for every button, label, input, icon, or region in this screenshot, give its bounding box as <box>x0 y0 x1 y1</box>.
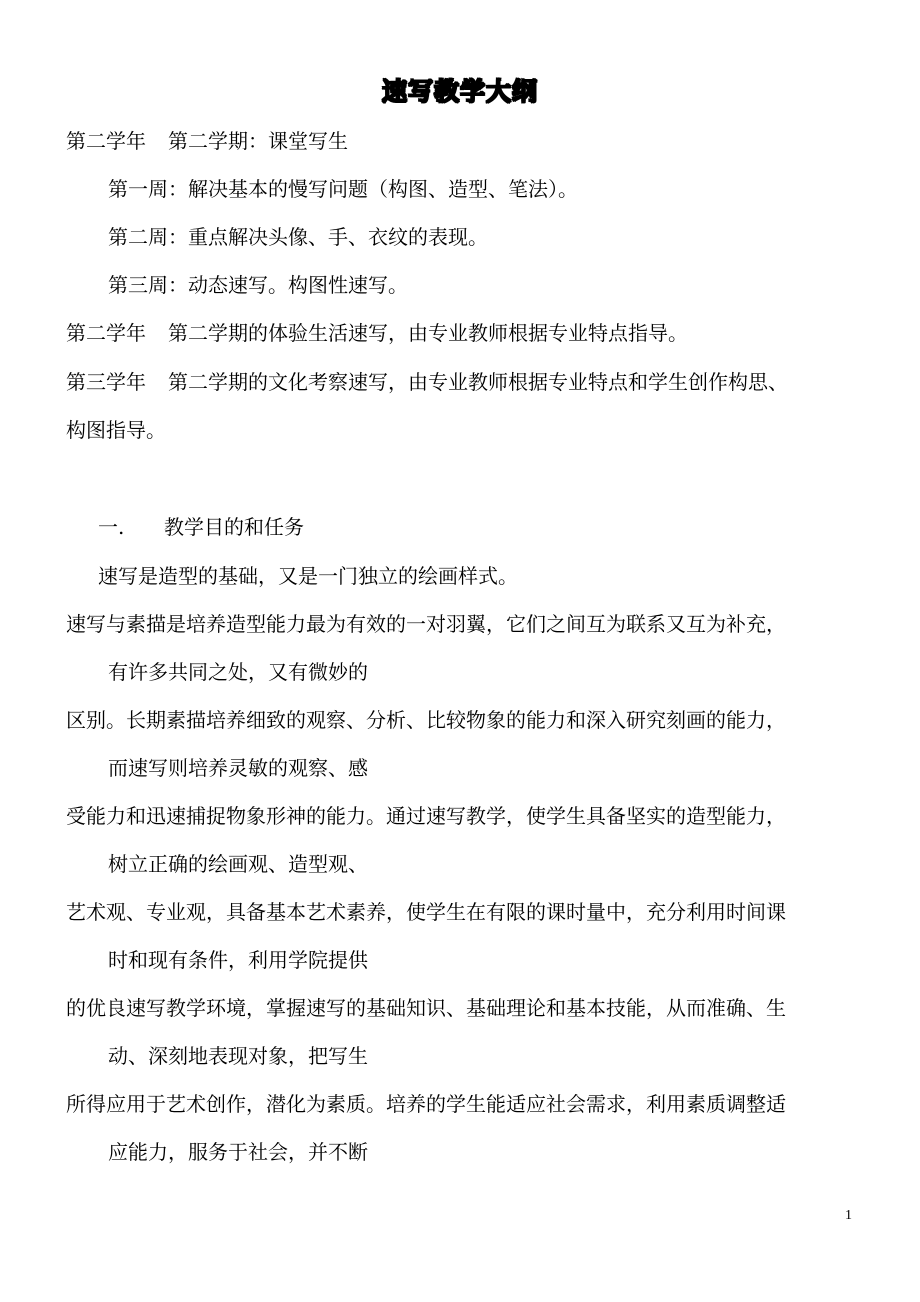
paragraph-line: 有许多共同之处，又有微妙的 <box>108 660 368 684</box>
schedule-year-label: 第二学年 <box>66 321 146 345</box>
schedule-text: 第二学期的文化考察速写，由专业教师根据专业特点和学生创作构思、 <box>168 370 788 394</box>
section-heading <box>98 514 304 540</box>
section-number: 一. <box>98 515 125 539</box>
paragraph-line: 速写与素描是培养造型能力最为有效的一对羽翼，它们之间互为联系又互为补充， <box>66 612 786 636</box>
schedule-year-label: 第二学年 <box>66 129 146 153</box>
schedule-line-3-continued: 构图指导。 <box>66 418 166 442</box>
week-1-line: 第一周：解决基本的慢写问题（构图、造型、笔法）。 <box>108 177 578 201</box>
paragraph-line: 应能力，服务于社会，并不断 <box>108 1140 368 1164</box>
page-number: 1 <box>845 1208 852 1223</box>
paragraph-line: 动、深刻地表现对象，把写生 <box>108 1044 368 1068</box>
paragraph-line: 时和现有条件，利用学院提供 <box>108 948 368 972</box>
paragraph-line: 的优良速写教学环境，掌握速写的基础知识、基础理论和基本技能，从而准确、生 <box>66 996 786 1020</box>
paragraph-line: 而速写则培养灵敏的观察、感 <box>108 756 368 780</box>
schedule-line-1 <box>66 128 348 154</box>
schedule-text: 第二学期的体验生活速写，由专业教师根据专业特点指导。 <box>168 321 688 345</box>
paragraph-line: 受能力和迅速捕捉物象形神的能力。通过速写教学，使学生具备坚实的造型能力， <box>66 804 786 828</box>
schedule-term-text: 第二学期：课堂写生 <box>168 129 348 153</box>
section-title: 教学目的和任务 <box>164 515 304 539</box>
paragraph-line: 树立正确的绘画观、造型观、 <box>108 852 368 876</box>
week-3-line: 第三周：动态速写。构图性速写。 <box>108 273 408 297</box>
document-title: 速写教学大纲 <box>381 77 538 106</box>
paragraph-line: 艺术观、专业观，具备基本艺术素养，使学生在有限的课时量中，充分利用时间课 <box>66 900 786 924</box>
paragraph-line: 所得应用于艺术创作，潜化为素质。培养的学生能适应社会需求，利用素质调整适 <box>66 1092 786 1116</box>
schedule-line-2 <box>66 320 688 346</box>
schedule-year-label: 第三学年 <box>66 370 146 394</box>
schedule-line-3 <box>66 369 788 395</box>
paragraph-intro: 速写是造型的基础，又是一门独立的绘画样式。 <box>98 564 518 588</box>
paragraph-line: 区别。长期素描培养细致的观察、分析、比较物象的能力和深入研究刻画的能力， <box>66 708 786 732</box>
week-2-line: 第二周：重点解决头像、手、衣纹的表现。 <box>108 225 488 249</box>
